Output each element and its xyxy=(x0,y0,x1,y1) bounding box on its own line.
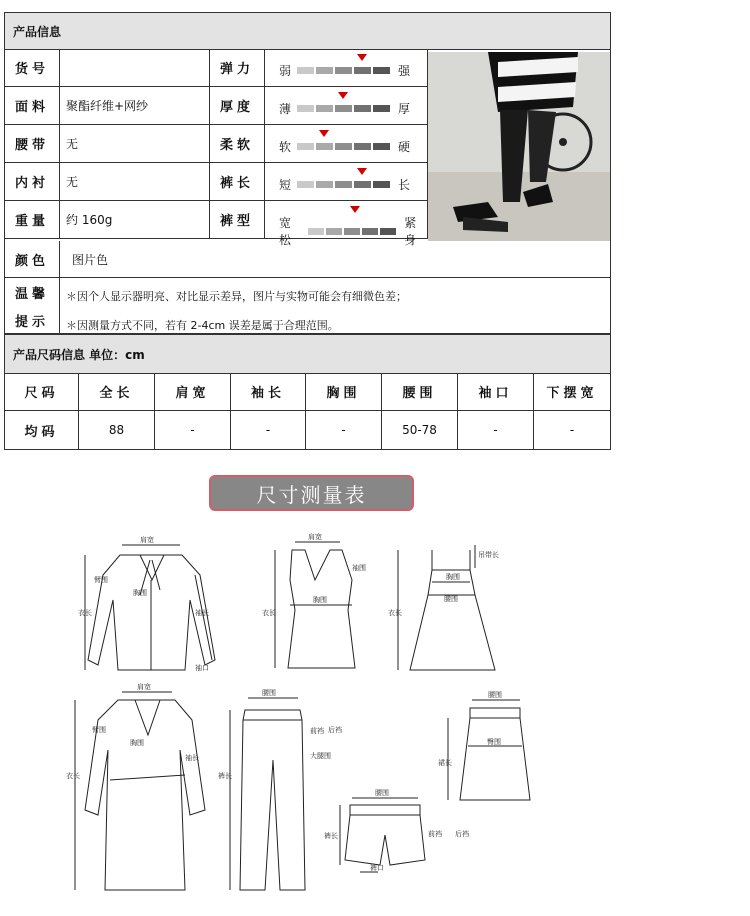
diagram-label: 裤长 xyxy=(324,832,338,840)
diagram-label: 衣长 xyxy=(388,609,402,617)
scale-marker xyxy=(357,54,367,61)
scale-left-text: 软 xyxy=(279,140,292,154)
scale-seg xyxy=(326,228,342,235)
info-value: 约 160g xyxy=(60,201,210,239)
info-value xyxy=(60,49,210,87)
size-header-cell: 袖长 xyxy=(231,373,306,411)
pants-diagram xyxy=(230,698,305,890)
scale-seg xyxy=(380,228,396,235)
diagram-label: 袖长 xyxy=(195,609,209,617)
scale-label: 柔软 xyxy=(210,125,265,163)
diagram-label: 胸围 xyxy=(446,573,460,581)
info-value: 无 xyxy=(60,163,210,201)
size-header-cell: 肩宽 xyxy=(155,373,231,411)
product-photo xyxy=(428,52,610,241)
diagram-label: 大腿围 xyxy=(310,752,331,760)
scale-cell xyxy=(265,201,428,247)
diagram-label: 吊带长 xyxy=(478,551,499,559)
scale-seg xyxy=(297,67,314,74)
scale-seg xyxy=(316,181,333,188)
scale-seg xyxy=(335,143,352,150)
scale-seg xyxy=(316,105,333,112)
scale-seg xyxy=(373,67,390,74)
scale-seg xyxy=(335,181,352,188)
scale-cell xyxy=(265,49,428,87)
dress-diagram xyxy=(398,545,495,670)
scale-bar xyxy=(279,176,410,193)
info-label: 内衬 xyxy=(5,163,60,201)
notice-label-2: 提示 xyxy=(14,314,49,330)
scale-seg xyxy=(316,67,333,74)
notice-label-1: 温馨 xyxy=(14,286,49,302)
scale-seg xyxy=(354,105,371,112)
coat-diagram xyxy=(75,692,205,890)
notice-line-1: ＊因个人显示器明亮、对比显示差异，图片与实物可能会有细微色差； xyxy=(66,290,407,303)
scale-label: 裤型 xyxy=(210,201,265,239)
shorts-diagram xyxy=(340,798,425,872)
size-info-title: 产品尺码信息 单位：cm xyxy=(13,347,145,362)
scale-seg xyxy=(373,181,390,188)
diagram-label: 前裆 xyxy=(428,830,442,838)
diagram-label: 裤口 xyxy=(370,864,384,872)
scale-bar xyxy=(279,100,410,117)
diagram-label: 腰围 xyxy=(444,595,458,603)
diagram-label: 胸围 xyxy=(130,739,144,747)
scale-marker xyxy=(338,92,348,99)
diagram-label: 肩宽 xyxy=(140,536,154,544)
scale-marker xyxy=(319,130,329,137)
color-value: 图片色 xyxy=(60,241,610,278)
diagram-label: 臂围 xyxy=(92,726,106,734)
diagram-label: 胸围 xyxy=(133,589,147,597)
scale-label: 裤长 xyxy=(210,163,265,201)
info-label: 腰带 xyxy=(5,125,60,163)
diagram-label: 后裆 xyxy=(328,726,342,734)
diagram-label: 袖围 xyxy=(352,564,366,572)
size-header-cell: 全长 xyxy=(79,373,155,411)
scale-seg xyxy=(297,181,314,188)
measure-title-button: 尺寸测量表 xyxy=(209,475,414,511)
scale-bar xyxy=(279,138,410,155)
info-value: 无 xyxy=(60,125,210,163)
scale-right-text: 厚 xyxy=(398,102,411,116)
size-value-cell: - xyxy=(155,411,231,449)
diagram-label: 臂围 xyxy=(94,576,108,584)
info-value: 聚酯纤维+网纱 xyxy=(60,87,210,125)
scale-left-text: 宽松 xyxy=(279,216,292,247)
scale-seg xyxy=(308,228,324,235)
scale-left-text: 短 xyxy=(279,178,292,192)
scale-left-text: 薄 xyxy=(279,102,292,116)
size-value-cell: - xyxy=(306,411,382,449)
size-value-cell: 50-78 xyxy=(382,411,458,449)
info-label: 货号 xyxy=(5,49,60,87)
scale-marker xyxy=(357,168,367,175)
skirt-diagram xyxy=(448,700,530,800)
shirt-diagram xyxy=(85,545,215,670)
diagram-label: 衣长 xyxy=(262,609,276,617)
scale-seg xyxy=(335,67,352,74)
size-header-cell: 尺码 xyxy=(5,373,79,411)
color-label: 颜色 xyxy=(5,241,60,278)
diagram-label: 后裆 xyxy=(455,830,469,838)
diagram-label: 裤长 xyxy=(218,772,232,780)
scale-seg xyxy=(316,143,333,150)
diagram-label: 袖口 xyxy=(195,664,209,672)
vest-diagram xyxy=(275,542,355,668)
scale-seg xyxy=(362,228,378,235)
diagram-label: 衣长 xyxy=(66,772,80,780)
scale-label: 厚度 xyxy=(210,87,265,125)
size-header-cell: 腰围 xyxy=(382,373,458,411)
notice-text-cell xyxy=(66,282,606,332)
size-header-cell: 胸围 xyxy=(306,373,382,411)
diagram-label: 腰围 xyxy=(488,691,502,699)
scale-seg xyxy=(373,105,390,112)
diagram-label: 肩宽 xyxy=(137,683,151,691)
scale-right-text: 紧身 xyxy=(404,216,417,247)
diagram-label: 胸围 xyxy=(313,596,327,604)
scale-seg xyxy=(354,143,371,150)
scale-seg xyxy=(344,228,360,235)
scale-cell xyxy=(265,163,428,201)
scale-marker xyxy=(350,206,360,213)
diagram-label: 腰围 xyxy=(262,689,276,697)
scale-right-text: 长 xyxy=(398,178,411,192)
size-value-cell: 88 xyxy=(79,411,155,449)
product-info-title: 产品信息 xyxy=(13,24,62,39)
size-info-header xyxy=(5,335,610,374)
measurement-diagrams xyxy=(0,520,750,916)
scale-seg xyxy=(297,143,314,150)
size-value-cell: - xyxy=(231,411,306,449)
size-value-cell: - xyxy=(569,423,575,437)
scale-seg xyxy=(335,105,352,112)
scale-cell xyxy=(265,125,428,163)
scale-left-text: 弱 xyxy=(279,64,292,78)
diagram-label: 裙长 xyxy=(438,759,452,767)
notice-line-2: ＊因测量方式不同，若有 2-4cm 误差是属于合理范围。 xyxy=(66,319,339,332)
scale-seg xyxy=(297,105,314,112)
diagram-label: 肩宽 xyxy=(308,533,322,541)
scale-seg xyxy=(354,181,371,188)
scale-right-text: 强 xyxy=(398,64,411,78)
size-header-cell: 下摆宽 xyxy=(534,373,610,411)
info-label: 面料 xyxy=(5,87,60,125)
product-info-header xyxy=(5,13,610,50)
diagram-label: 衣长 xyxy=(78,609,92,617)
size-header-cell: 袖口 xyxy=(458,373,534,411)
scale-seg xyxy=(373,143,390,150)
scale-right-text: 硬 xyxy=(398,140,411,154)
diagram-label: 腰围 xyxy=(375,789,389,797)
diagram-label: 臀围 xyxy=(487,738,501,746)
diagram-label: 前裆 xyxy=(310,727,324,735)
scale-seg xyxy=(354,67,371,74)
size-value-cell: 均码 xyxy=(5,411,79,449)
scale-cell xyxy=(265,87,428,125)
scale-bar xyxy=(279,62,410,79)
info-label: 重量 xyxy=(5,201,60,239)
diagram-label: 袖长 xyxy=(185,754,199,762)
size-value-cell: - xyxy=(458,411,534,449)
notice-label-cell xyxy=(5,278,60,334)
scale-label: 弹力 xyxy=(210,49,265,87)
